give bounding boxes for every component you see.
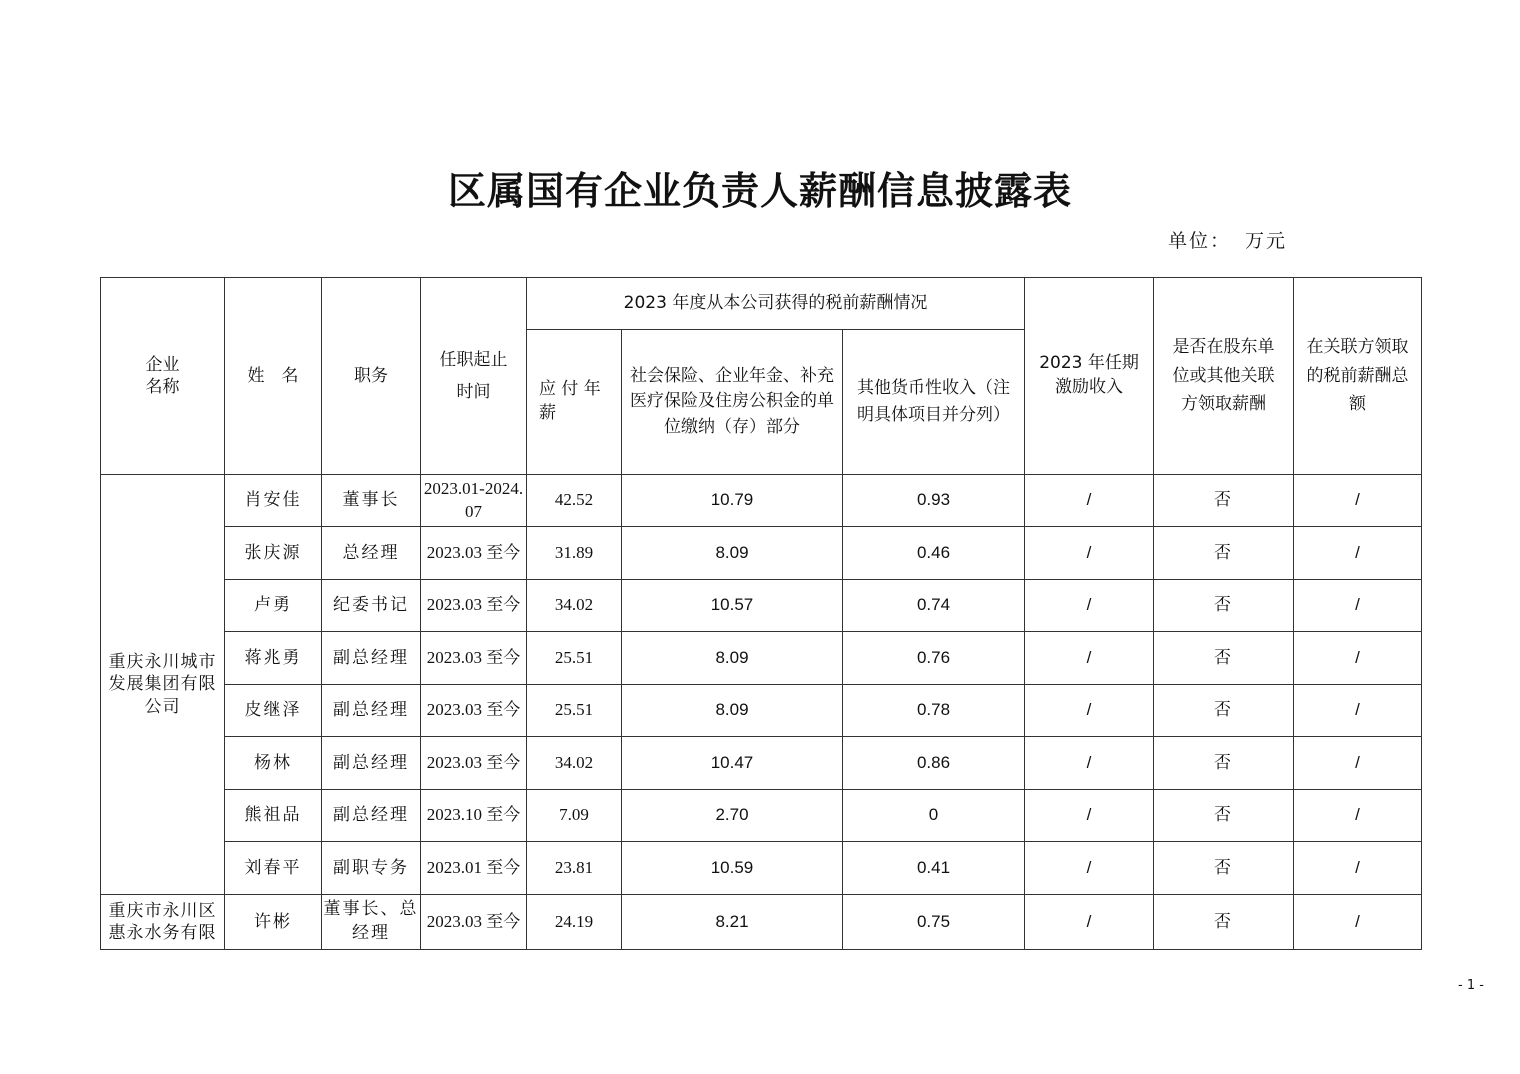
company-name-cell: 重庆永川城市发展集团有限公司 <box>101 475 225 895</box>
term-of-office: 2023.10 至今 <box>421 790 527 842</box>
annual-pay-value: 31.89 <box>527 527 622 580</box>
term-of-office: 2023.03 至今 <box>421 685 527 737</box>
page-title: 区属国有企业负责人薪酬信息披露表 <box>447 168 1072 213</box>
term-of-office: 2023.01-2024.07 <box>421 475 527 527</box>
person-position: 董事长、总经理 <box>322 895 421 950</box>
person-position: 副总经理 <box>322 737 421 790</box>
other-income-value: 0.41 <box>843 842 1025 895</box>
person-name: 许彬 <box>225 895 322 950</box>
header-position: 职务 <box>322 278 421 475</box>
related-party-flag-value: 否 <box>1154 527 1294 580</box>
header-salary-group: 2023 年度从本公司获得的税前薪酬情况 <box>527 278 1025 330</box>
other-income-value: 0 <box>843 790 1025 842</box>
table-row <box>101 842 1422 895</box>
incentive-value: / <box>1025 475 1154 527</box>
unit-label <box>1168 226 1287 253</box>
social-insurance-value: 10.59 <box>622 842 843 895</box>
table-row <box>101 580 1422 632</box>
other-income-value: 0.74 <box>843 580 1025 632</box>
person-position: 副总经理 <box>322 790 421 842</box>
related-party-flag-value: 否 <box>1154 737 1294 790</box>
table-row <box>101 632 1422 685</box>
annual-pay-value: 34.02 <box>527 737 622 790</box>
incentive-value: / <box>1025 842 1154 895</box>
incentive-value: / <box>1025 685 1154 737</box>
header-related-party-total: 在关联方领取的税前薪酬总额 <box>1294 278 1422 475</box>
person-position: 董事长 <box>322 475 421 527</box>
other-income-value: 0.78 <box>843 685 1025 737</box>
related-party-total-value: / <box>1294 580 1422 632</box>
person-name: 刘春平 <box>225 842 322 895</box>
annual-pay-value: 25.51 <box>527 632 622 685</box>
annual-pay-value: 34.02 <box>527 580 622 632</box>
page-number: - 1 - <box>1458 978 1484 993</box>
other-income-value: 0.93 <box>843 475 1025 527</box>
incentive-value: / <box>1025 580 1154 632</box>
person-name: 蒋兆勇 <box>225 632 322 685</box>
header-annual-pay: 应 付 年 薪 <box>527 330 622 475</box>
social-insurance-value: 8.09 <box>622 632 843 685</box>
unit-label-text: 单位： <box>1168 230 1232 252</box>
person-position: 总经理 <box>322 527 421 580</box>
other-income-value: 0.75 <box>843 895 1025 950</box>
annual-pay-value: 7.09 <box>527 790 622 842</box>
related-party-flag-value: 否 <box>1154 790 1294 842</box>
related-party-total-value: / <box>1294 527 1422 580</box>
incentive-value: / <box>1025 790 1154 842</box>
person-position: 副总经理 <box>322 632 421 685</box>
header-incentive: 2023 年任期激励收入 <box>1025 278 1154 475</box>
related-party-total-value: / <box>1294 632 1422 685</box>
related-party-total-value: / <box>1294 737 1422 790</box>
table-row <box>101 475 1422 527</box>
person-name: 肖安佳 <box>225 475 322 527</box>
related-party-total-value: / <box>1294 895 1422 950</box>
related-party-flag-value: 否 <box>1154 895 1294 950</box>
term-of-office: 2023.03 至今 <box>421 737 527 790</box>
related-party-total-value: / <box>1294 790 1422 842</box>
social-insurance-value: 10.47 <box>622 737 843 790</box>
term-of-office: 2023.03 至今 <box>421 632 527 685</box>
social-insurance-value: 8.21 <box>622 895 843 950</box>
annual-pay-value: 24.19 <box>527 895 622 950</box>
annual-pay-value: 25.51 <box>527 685 622 737</box>
term-of-office: 2023.01 至今 <box>421 842 527 895</box>
header-social-insurance: 社会保险、企业年金、补充医疗保险及住房公积金的单位缴纳（存）部分 <box>622 330 843 475</box>
social-insurance-value: 8.09 <box>622 527 843 580</box>
term-of-office: 2023.03 至今 <box>421 580 527 632</box>
salary-disclosure-table <box>100 277 1422 950</box>
incentive-value: / <box>1025 895 1154 950</box>
person-name: 杨林 <box>225 737 322 790</box>
related-party-flag-value: 否 <box>1154 475 1294 527</box>
related-party-flag-value: 否 <box>1154 685 1294 737</box>
person-position: 纪委书记 <box>322 580 421 632</box>
social-insurance-value: 10.57 <box>622 580 843 632</box>
related-party-total-value: / <box>1294 842 1422 895</box>
related-party-flag-value: 否 <box>1154 632 1294 685</box>
other-income-value: 0.76 <box>843 632 1025 685</box>
social-insurance-value: 10.79 <box>622 475 843 527</box>
person-position: 副总经理 <box>322 685 421 737</box>
incentive-value: / <box>1025 632 1154 685</box>
company-name-cell: 重庆市永川区惠永水务有限 <box>101 895 225 950</box>
related-party-total-value: / <box>1294 475 1422 527</box>
term-of-office: 2023.03 至今 <box>421 895 527 950</box>
header-term: 任职起止时间 <box>421 278 527 475</box>
table-row <box>101 737 1422 790</box>
related-party-flag-value: 否 <box>1154 842 1294 895</box>
header-company: 企业名称 <box>101 278 225 475</box>
term-of-office: 2023.03 至今 <box>421 527 527 580</box>
table-row <box>101 685 1422 737</box>
person-name: 张庆源 <box>225 527 322 580</box>
person-name: 卢勇 <box>225 580 322 632</box>
header-related-party-flag: 是否在股东单位或其他关联方领取薪酬 <box>1154 278 1294 475</box>
person-name: 熊祖品 <box>225 790 322 842</box>
other-income-value: 0.86 <box>843 737 1025 790</box>
social-insurance-value: 2.70 <box>622 790 843 842</box>
incentive-value: / <box>1025 737 1154 790</box>
related-party-flag-value: 否 <box>1154 580 1294 632</box>
table-row <box>101 527 1422 580</box>
annual-pay-value: 23.81 <box>527 842 622 895</box>
annual-pay-value: 42.52 <box>527 475 622 527</box>
social-insurance-value: 8.09 <box>622 685 843 737</box>
person-name: 皮继泽 <box>225 685 322 737</box>
incentive-value: / <box>1025 527 1154 580</box>
header-other-income: 其他货币性收入（注明具体项目并分列） <box>843 330 1025 475</box>
header-name: 姓 名 <box>225 278 322 475</box>
unit-value: 万元 <box>1245 230 1288 252</box>
related-party-total-value: / <box>1294 685 1422 737</box>
person-position: 副职专务 <box>322 842 421 895</box>
other-income-value: 0.46 <box>843 527 1025 580</box>
table-row <box>101 790 1422 842</box>
table-row <box>101 895 1422 950</box>
